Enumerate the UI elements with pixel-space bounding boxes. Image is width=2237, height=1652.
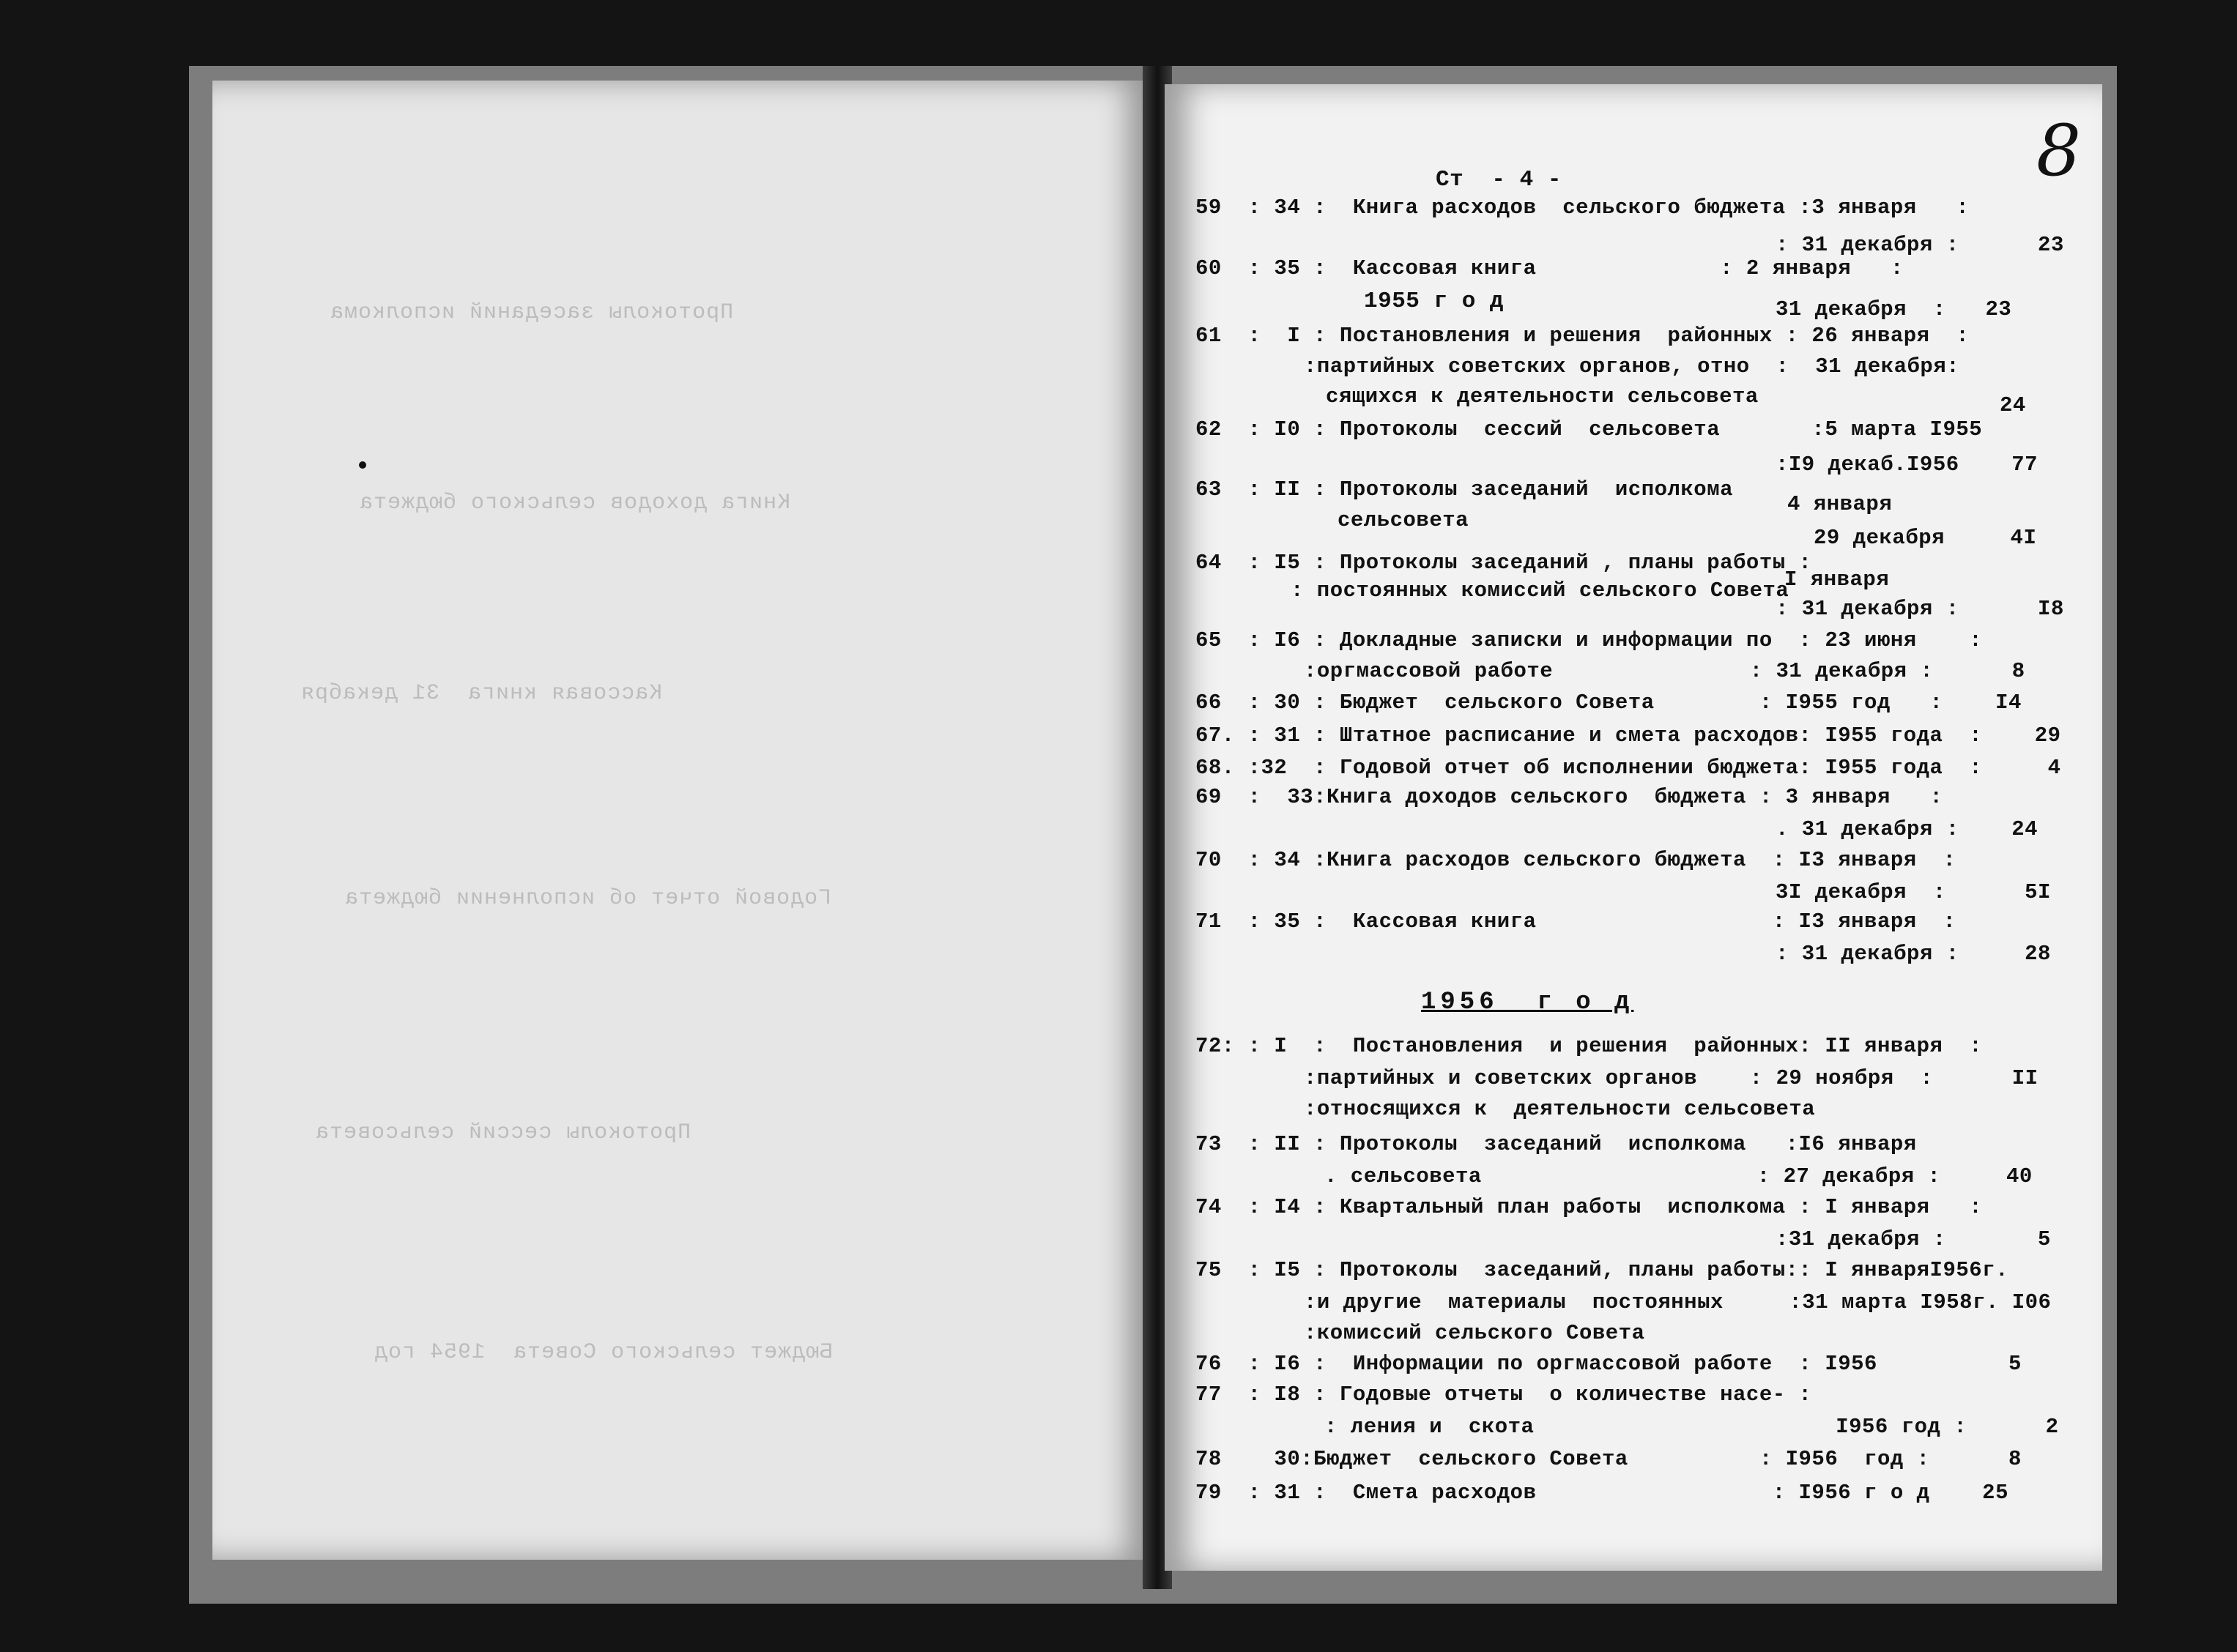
row-72-cont: :относящихся к деятельности сельсовета — [1304, 1097, 1816, 1121]
row-73: 73 : II : Протоколы заседаний исполкома :I6 января — [1195, 1132, 1917, 1156]
bleed-through-text: Годовой отчет об исполнении бюджета — [344, 886, 832, 911]
row-74: 74 : I4 : Квартальный план работы исполкома : I января : — [1195, 1195, 1983, 1219]
row-68: 68. :32 : Годовой отчет об исполнении бюджета: I955 года : 4 — [1195, 756, 2061, 780]
row-77: 77 : I8 : Годовые отчеты о количестве насе- : — [1195, 1383, 1812, 1407]
bleed-through-text: Книга доходов сельского бюджета — [359, 491, 791, 516]
row-60: 60 : 35 : Кассовая книга : 2 января : — [1195, 256, 1904, 280]
row-64: 64 : I5 : Протоколы заседаний , планы работы : — [1195, 551, 1812, 575]
row-71-cont: : 31 декабря : 28 — [1776, 942, 2051, 966]
bleed-through-text: Протоколы заседаний исполкома — [330, 300, 734, 325]
year-heading-1955: 1955 г о д — [1364, 289, 1505, 314]
row-61-cont: сящихся к деятельности сельсовета — [1326, 384, 1759, 409]
row-71: 71 : 35 : Кассовая книга : I3 января : — [1195, 909, 1956, 934]
bleed-through-text: Бюджет сельского Совета 1954 год — [374, 1340, 834, 1365]
folio-number: 8 — [2036, 110, 2082, 192]
bleed-through-text: Протоколы сессий сельсовета — [315, 1120, 691, 1145]
row-60-cont: 31 декабря : 23 — [1776, 297, 2012, 321]
row-77-cont: : ления и скота I956 год : 2 — [1324, 1415, 2059, 1439]
row-61: 61 : I : Постановления и решения районных : 26 января : — [1195, 324, 1970, 348]
row-63-cont: 4 января — [1787, 492, 1893, 516]
row-65: 65 : I6 : Докладные записки и информации по : 23 июня : — [1195, 628, 1983, 652]
row-63-cont: сельсовета — [1338, 508, 1469, 532]
row-66: 66 : 30 : Бюджет сельского Совета : I955 год : I4 — [1195, 691, 2022, 715]
row-75-cont: :и другие материалы постоянных :31 марта I958г. I06 — [1304, 1290, 2052, 1314]
row-70: 70 : 34 :Книга расходов сельского бюджета : I3 января : — [1195, 848, 1956, 872]
row-61-count: 24 — [2000, 393, 2026, 417]
row-63-cont: 29 декабря 4I — [1814, 526, 2037, 550]
row-63: 63 : II : Протоколы заседаний исполкома — [1195, 477, 1734, 502]
row-73-cont: . сельсовета : 27 декабря : 40 — [1324, 1164, 2033, 1188]
row-59-cont: : 31 декабря : 23 — [1776, 233, 2064, 257]
row-62-cont: :I9 декаб.I956 77 — [1776, 453, 2038, 477]
year-heading-1956: 1956 г о д — [1421, 989, 1634, 1016]
row-67: 67. : 31 : Штатное расписание и смета расходов: I955 года : 29 — [1195, 723, 2061, 748]
row-70-cont: 3I декабря : 5I — [1776, 880, 2051, 904]
row-76: 76 : I6 : Информации по оргмассовой работе : I956 5 — [1195, 1352, 2022, 1376]
row-65-cont: :оргмассовой работе : 31 декабря : 8 — [1304, 659, 2025, 683]
ink-spot — [359, 461, 366, 469]
row-74-cont: :31 декабря : 5 — [1776, 1227, 2051, 1251]
row-79: 79 : 31 : Смета расходов : I956 г о д 25 — [1195, 1481, 2008, 1505]
row-64-cont: : постоянных комиссий сельского Совета — [1291, 578, 1789, 603]
row-72-cont: :партийных и советских органов : 29 ноября : II — [1304, 1066, 2038, 1090]
page-header: Ст - 4 - — [1436, 167, 1562, 193]
row-78: 78 30:Бюджет сельского Совета : I956 год : 8 — [1195, 1447, 2022, 1471]
row-64-cont: I января — [1784, 568, 1890, 592]
row-75: 75 : I5 : Протоколы заседаний, планы работы:: I январяI956г. — [1195, 1258, 2008, 1282]
bleed-through-text: Кассовая книга 31 декабря — [300, 681, 663, 706]
row-64-cont: : 31 декабря : I8 — [1776, 597, 2064, 621]
row-72: 72: : I : Постановления и решения районных: II января : — [1195, 1034, 1983, 1058]
row-59: 59 : 34 : Книга расходов сельского бюджета :3 января : — [1195, 196, 1970, 220]
row-69: 69 : 33:Книга доходов сельского бюджета : 3 января : — [1195, 785, 1943, 809]
row-69-cont: . 31 декабря : 24 — [1776, 817, 2038, 841]
row-75-cont: :комиссий сельского Совета — [1304, 1321, 1645, 1345]
row-61-cont: :партийных советских органов, отно : 31 декабря: — [1304, 354, 1960, 379]
left-page — [212, 81, 1150, 1560]
row-62: 62 : I0 : Протоколы сессий сельсовета :5 марта I955 — [1195, 417, 1983, 442]
